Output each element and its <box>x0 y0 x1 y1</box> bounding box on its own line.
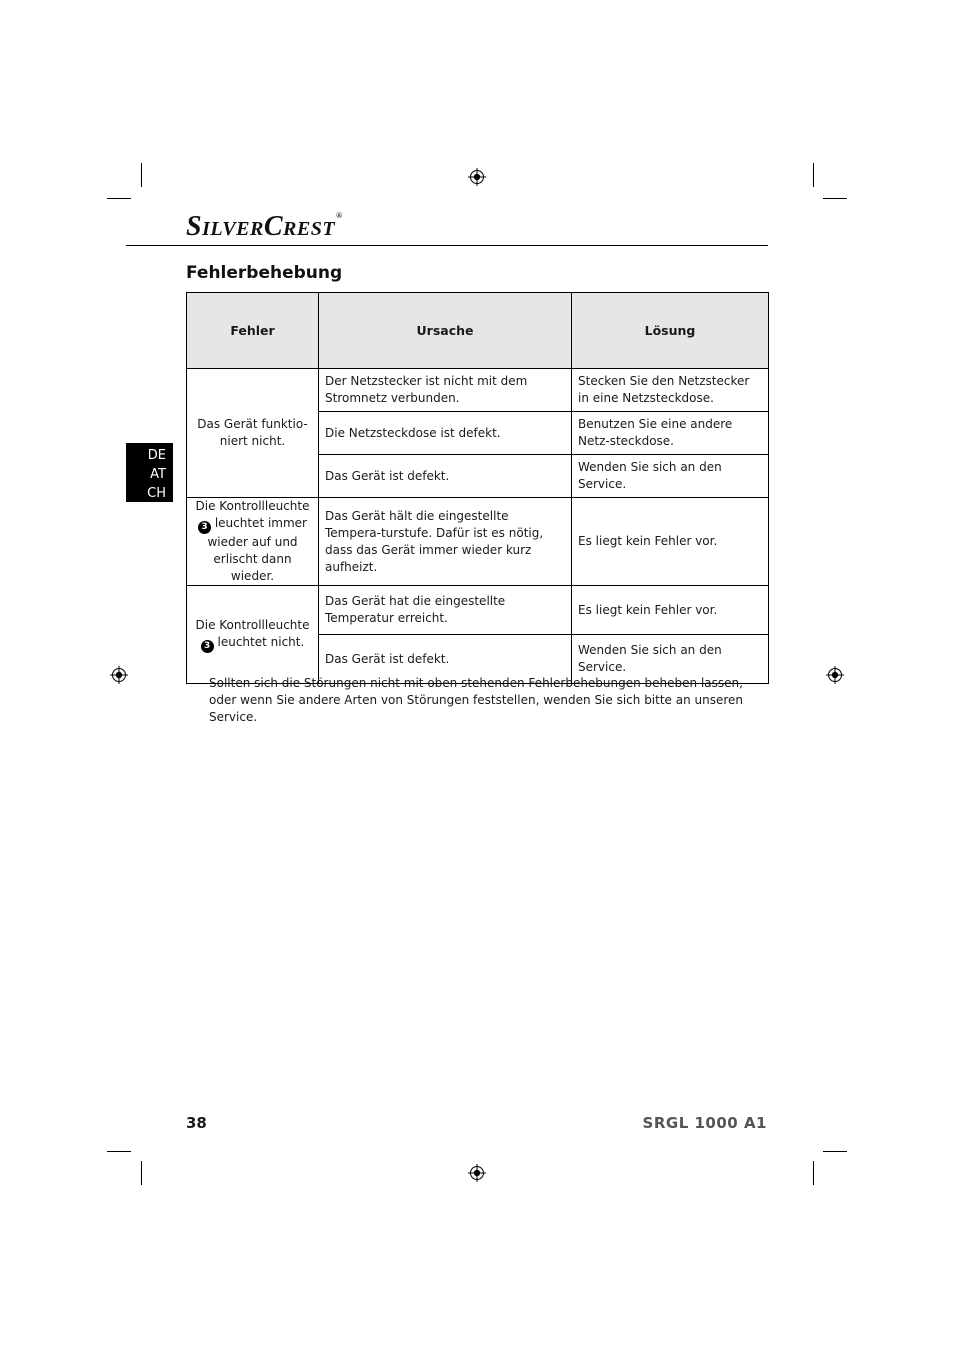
cause-cell: Das Gerät ist defekt. <box>319 635 572 684</box>
crop-mark <box>107 1151 131 1152</box>
fault-cell <box>187 498 319 586</box>
cause-cell: Das Gerät hat die eingestellte Temperatur erreicht. <box>319 586 572 635</box>
solution-cell: Wenden Sie sich an den Service. <box>572 455 769 498</box>
reference-number-badge: 3 <box>198 521 211 534</box>
crop-mark <box>107 198 131 199</box>
header-divider <box>126 245 768 246</box>
solution-cell: Es liegt kein Fehler vor. <box>572 498 769 586</box>
fault-cell <box>187 586 319 684</box>
fault-text: leuchtet nicht. <box>217 634 305 649</box>
header-ursache: Ursache <box>319 293 572 369</box>
fault-cell: Das Gerät funktio-niert nicht. <box>187 369 319 498</box>
table-header-row <box>187 293 769 369</box>
cause-cell: Die Netzsteckdose ist defekt. <box>319 412 572 455</box>
solution-cell: Stecken Sie den Netzstecker in eine Netzsteckdose. <box>572 369 769 412</box>
registration-mark-icon <box>468 1164 486 1182</box>
troubleshooting-table <box>186 292 769 684</box>
registration-mark-icon <box>468 168 486 186</box>
crop-mark <box>823 1151 847 1152</box>
table-row <box>187 586 769 635</box>
fault-text: Die Kontrollleuchte <box>195 499 310 513</box>
language-code: CH <box>147 486 166 501</box>
registration-mark-icon <box>110 666 128 684</box>
brand-logo: SILVERCREST® <box>186 211 343 242</box>
header-fehler: Fehler <box>187 293 319 369</box>
crop-mark <box>141 163 142 187</box>
language-tab <box>126 443 173 502</box>
table-row <box>187 498 769 586</box>
cause-cell: Das Gerät hält die eingestellte Tempera-turstufe. Dafür ist es nötig, dass das Gerät immer wieder kurz aufheizt. <box>319 498 572 586</box>
fault-text: leuchtet immer wieder auf und erlischt dann wieder. <box>207 516 307 583</box>
model-number: SRGL 1000 A1 <box>642 1114 767 1132</box>
header-loesung: Lösung <box>572 293 769 369</box>
crop-mark <box>813 163 814 187</box>
crop-mark <box>823 198 847 199</box>
crop-mark <box>141 1161 142 1185</box>
solution-cell: Benutzen Sie eine andere Netz-steckdose. <box>572 412 769 455</box>
crop-mark <box>813 1161 814 1185</box>
footnote-text: Sollten sich die Störungen nicht mit oben stehenden Fehlerbehebungen beheben lassen, oder wenn Sie andere Arten von Störungen feststellen, wenden Sie sich bitte an unseren Service. <box>209 676 744 724</box>
language-code: DE <box>147 448 166 463</box>
cause-cell: Der Netzstecker ist nicht mit dem Stromnetz verbunden. <box>319 369 572 412</box>
fault-text: Die Kontrollleuchte <box>195 617 310 632</box>
reference-number-badge: 3 <box>201 640 214 653</box>
registration-mark-icon <box>826 666 844 684</box>
cause-cell: Das Gerät ist defekt. <box>319 455 572 498</box>
table-row <box>187 369 769 412</box>
solution-cell: Wenden Sie sich an den Service. <box>572 635 769 684</box>
language-code: AT <box>150 467 166 482</box>
page-number: 38 <box>186 1114 207 1132</box>
page-title: Fehlerbehebung <box>186 263 343 283</box>
solution-cell: Es liegt kein Fehler vor. <box>572 586 769 635</box>
